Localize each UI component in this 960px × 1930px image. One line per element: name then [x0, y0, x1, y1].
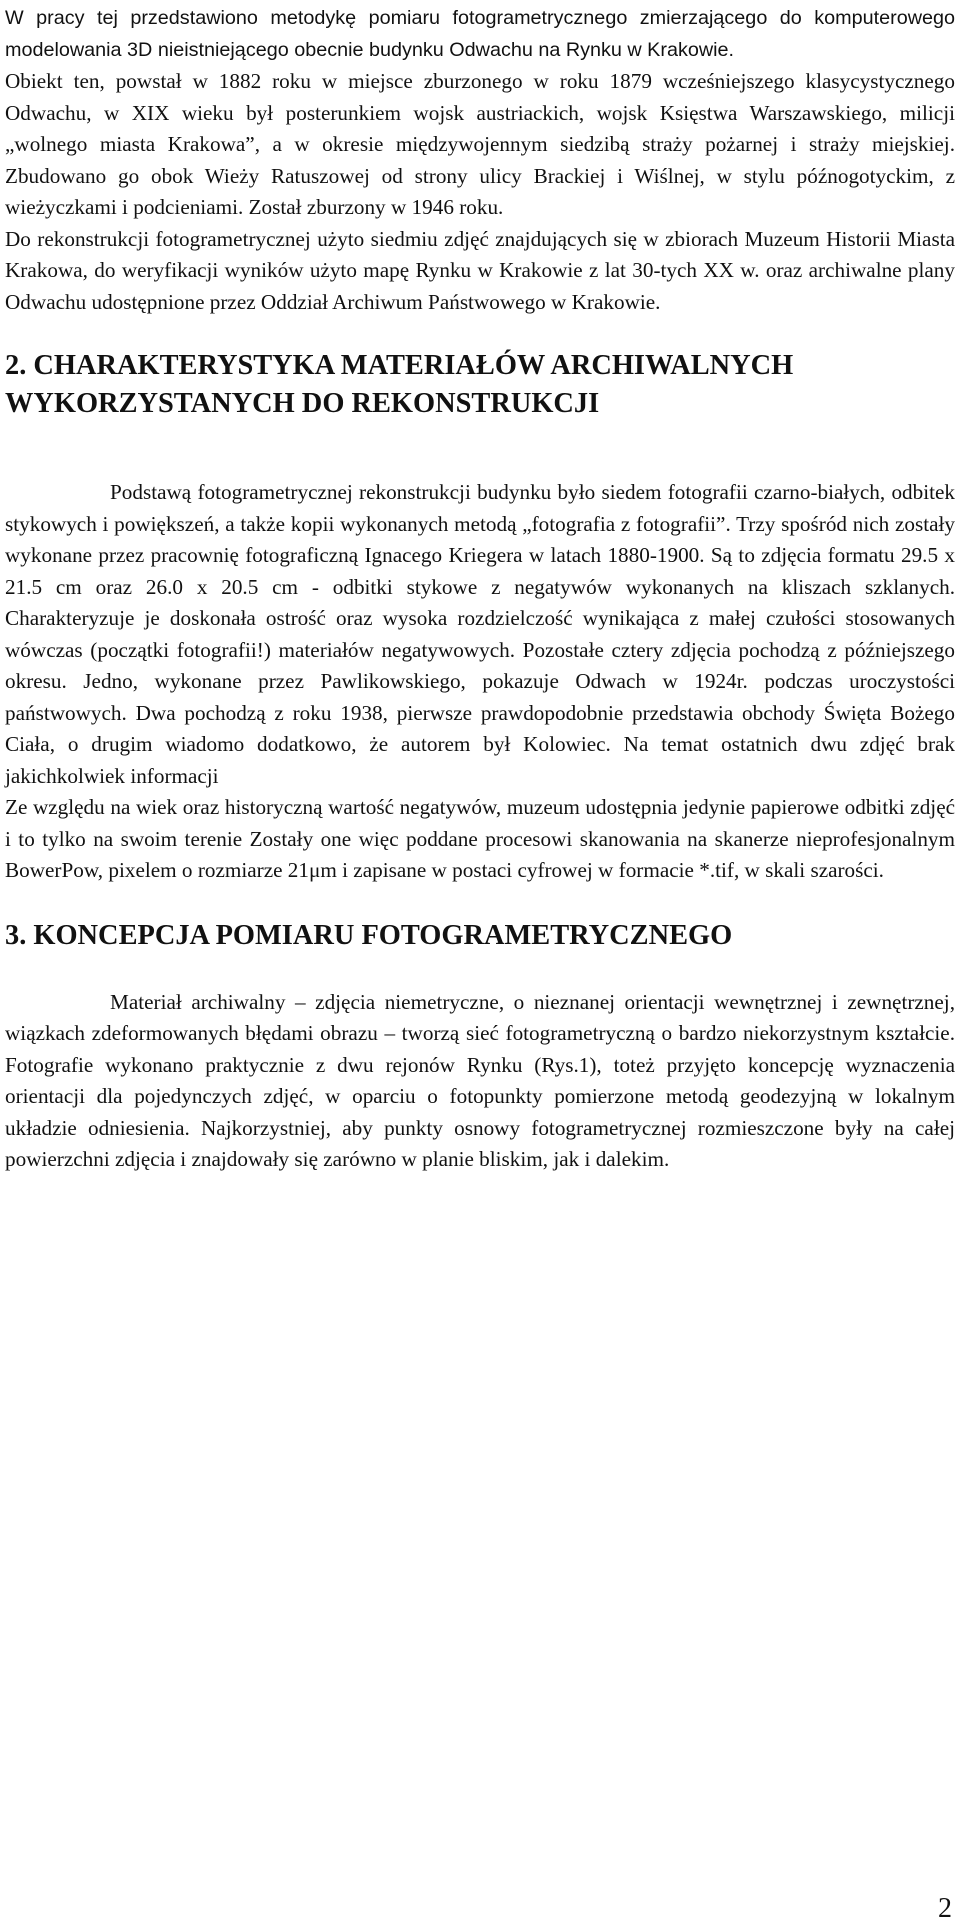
section-2-heading: 2. CHARAKTERYSTYKA MATERIAŁÓW ARCHIWALNYCH WYKORZYSTANYCH DO REKONSTRUKCJI — [5, 350, 794, 419]
section-2-paragraph-2: Ze względu na wiek oraz historyczną wartość negatywów, muzeum udostępnia jedynie papierowe odbitki zdjęć i to tylko na swoim terenie Zostały one więc poddane procesowi skanowania na skanerze nieprofesjonalnym BowerPow, pixelem o rozmiarze 21μm i zapisane w postaci cyfrowej w formacie *.tif, w skali szarości. — [5, 795, 955, 882]
section-3-paragraph-1: Materiał archiwalny – zdjęcia niemetryczne, o nieznanej orientacji wewnętrznej i zewnętrznej, wiązkach zdeformowanych błędami obrazu – tworzą sieć fotogrametryczną o bardzo niekorzystnym kształcie. Fotografie wykonano praktycznie z dwu rejonów Rynku (Rys.1), toteż przyjęto koncepcję wyznaczenia orientacji dla pojedynczych zdjęć, w oparciu o fotopunkty pomierzone metodą geodezyjną w lokalnym układzie odniesienia. Najkorzystniej, aby punkty osnowy fotogrametrycznej rozmieszczone były na całej powierzchni zdjęcia i znajdowały się zarówno w planie bliskim, jak i dalekim. — [5, 989, 955, 1171]
object-history-paragraph: Obiekt ten, powstał w 1882 roku w miejsce zburzonego w roku 1879 wcześniejszego klasycystycznego Odwachu, w XIX wieku był posterunkiem wojsk austriackich, wojsk Księstwa Warszawskiego, milicji „wolnego miasta Krakowa”, a w okresie międzywojennym siedzibą straży pożarnej i straży miejskiej. Zbudowano go obok Wieży Ratuszowej od strony ulicy Brackiej i Wiślnej, w stylu późnogotyckim, z wieżyczkami i podcieniami. Został zburzony w 1946 roku. — [5, 69, 955, 219]
page-number: 2 — [938, 1893, 952, 1924]
section-3-heading: 3. KONCEPCJA POMIARU FOTOGRAMETRYCZNEGO — [5, 919, 733, 951]
reconstruction-sources-paragraph: Do rekonstrukcji fotogrametrycznej użyto siedmiu zdjęć znajdujących się w zbiorach Muzeum Historii Miasta Krakowa, do weryfikacji wyników użyto mapę Rynku w Krakowie z lat 30-tych XX w. oraz archiwalne plany Odwachu udostępnione przez Oddział Archiwum Państwowego w Krakowie. — [5, 226, 955, 314]
intro-paragraph: W pracy tej przedstawiono metodykę pomiaru fotogrametrycznego zmierzającego do komputerowego modelowania 3D nieistniejącego obecnie budynku Odwachu na Rynku w Krakowie. — [5, 7, 955, 61]
section-2-paragraph-1: Podstawą fotogrametrycznej rekonstrukcji budynku było siedem fotografii czarno-białych, odbitek stykowych i powiększeń, a także kopii wykonanych metodą „fotografia z fotografii”. Trzy spośród nich zostały wykonane przez pracownię fotograficzną Ignacego Kriegera w latach 1880-1900. Są to zdjęcia formatu 29.5 x 21.5 cm oraz 26.0 x 20.5 cm - odbitki stykowe z negatywów wykonanych na kliszach szklanych. Charakteryzuje je doskonała ostrość oraz wysoka rozdzielczość wynikająca z małej czułości stosowanych wówczas (początki fotografii!) materiałów negatywowych. Pozostałe cztery zdjęcia pochodzą z późniejszego okresu. Jedno, wykonane przez Pawlikowskiego, pokazuje Odwach w 1924r. podczas uroczystości państwowych. Dwa pochodzą z roku 1938, pierwsze prawdopodobnie przedstawia obchody Święta Bożego Ciała, o drugim wiadomo dodatkowo, że autorem był Kolowiec. Na temat ostatnich dwu zdjęć brak jakichkolwiek informacji — [5, 480, 955, 788]
document-page — [5, 0, 955, 1176]
